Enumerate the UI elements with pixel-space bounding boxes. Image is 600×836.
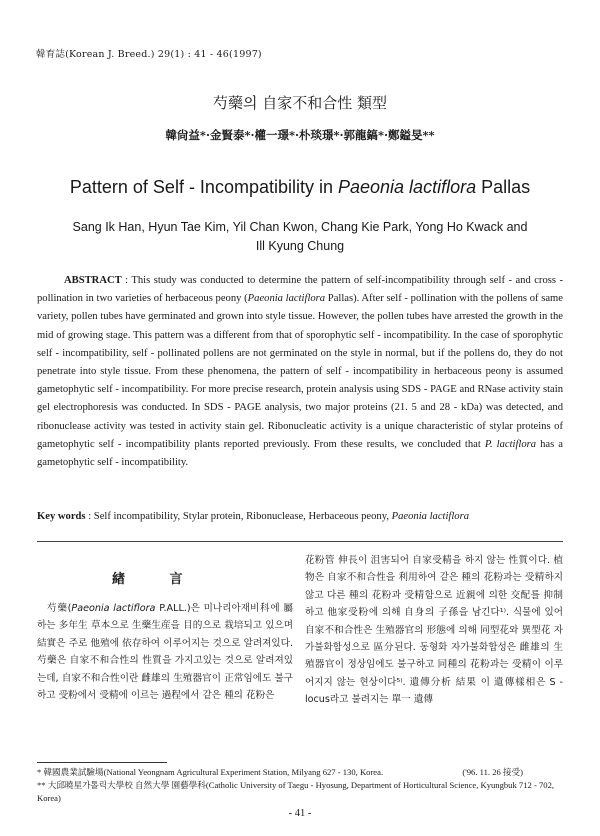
keywords (37, 511, 563, 522)
abstract-species-1: Paeonia lactiflora (247, 293, 326, 305)
introduction-heading: 緖 言 (112, 572, 203, 587)
footnote-1 (37, 766, 563, 779)
footnote-rule (37, 762, 167, 763)
left-col-species: Paeonia lactiflora (71, 603, 156, 614)
keywords-label: Key words (37, 511, 86, 522)
right-column-text: 花粉管 伸長이 沮害되어 自家受精을 하지 않는 性質이다. 植物은 自家不和合性을 利用하여 같은 種의 花粉과는 受精하지 않고 다른 種의 花粉과 受精함으로 近親에 의한 交配를 抑制하고 他家受粉에 의해 自身의 子孫을 남긴다¹⁾. 식물에 있어 自家不和合性은 生殖器官의 形態에 의해 同型花와 異型花 자가불화합성으로 區分된다. 동형화 자가불화합성은 雌雄의 生殖器官이 정상임에도 불구하고 同種의 花粉과는 受精이 이루어지지 않는 현상이다⁵⁾. 遺傳分析 結果 이 遺傳樣相은 S - locus라고 불려지는 單一 遺傳 (305, 555, 563, 706)
abstract-species-2: P. lactiflora (484, 438, 537, 450)
english-title (0, 177, 600, 198)
english-title-species: Paeonia lactiflora (338, 177, 477, 197)
page-number: - 41 - (288, 808, 312, 819)
journal-citation: 韓育誌(Korean J. Breed.) 29(1) : 41 - 46(1997) (36, 49, 262, 60)
left-col-text-2: P.ALL.)은 미나리아재비科에 屬하는 多年生 草本으로 生藥生産을 目的으로 栽培되고 있으며 結實은 주로 他殖에 依存하여 이루어지는 것으로 알려져있다. 芍藥은 自家不和合性의 性質을 가지고있는 것으로 알려져있는데, 自家不和合性이란 雌雄의 生殖器官이 正常임에도 불구하고 受粉에서 受精에 이르는 過程에서 같은 種의 花粉은 (37, 603, 293, 702)
abstract-text-3: has a gametophytic self - incompatibility. (37, 438, 564, 469)
english-authors-line1: Sang Ik Han, Hyun Tae Kim, Yil Chan Kwon, Chang Kie Park, Yong Ho Kwack and (72, 220, 528, 234)
korean-authors: 韓尙益*·金賢泰*·權一璟*·朴琰璟*·郭龍鎬*·鄭鎰旻** (165, 128, 435, 142)
english-title-prefix: Pattern of Self - Incompatibility in (69, 177, 338, 197)
abstract-label: ABSTRACT (64, 275, 122, 286)
received-date: ('96. 11. 26 接受) (462, 767, 523, 777)
abstract (37, 272, 563, 472)
keywords-species: Paeonia lactiflora (391, 511, 470, 522)
left-column-text (37, 600, 293, 704)
keywords-text: : Self incompatibility, Stylar protein, Ribonuclease, Herbaceous peony, (85, 511, 392, 522)
abstract-text-2: Pallas). After self - pollination with the pollens of same variety, pollen tubes have germinated and grown into style tissue. However, the pollen tubes have arrested the growth in the mid of growing stage. This pattern was a different from that of sporophytic self - incompatibility. In the case of sporophytic self - incompatibility, self - pollinated pollens are not germinated on the style in normal, but if the pollens do, they do not penetrate into style tissue. From these phenomena, the pattern of self - incompatibility in herbaceous peony is assumed gametophytic self - incompatibility. For more precise research, protein analysis using SDS - PAGE and RNase activity stain gel electrophoresis was conducted. In SDS - PAGE analysis, two major proteins (21. 5 and 28 - kDa) was detected, and ribonuclease activity was tested in activity stain gel. Ribonucleatic activity is a unique characteristic of stylar proteins of gametophytic self - incompatibility plants reported previously. From these results, we concluded that (37, 293, 563, 450)
footnote-2: ** 大邱曉星가톨릭大學校 自然大學 園藝學科(Catholic University of Taegu - Hyosung, Department of Horticultural Science, Kyungbuk 712 - 702, Korea) (37, 780, 555, 803)
section-divider (37, 541, 563, 542)
english-authors (0, 218, 600, 256)
abstract-text-1: : This study was conducted to determine the pattern of self-incompatibility through self - and cross - pollination in two varieties of herbaceous peony ( (37, 275, 563, 305)
left-col-text-1: 芍藥( (47, 603, 72, 614)
korean-title: 芍藥의 自家不和合性 類型 (212, 94, 388, 112)
english-title-suffix: Pallas (476, 177, 531, 197)
english-authors-line2: Ill Kyung Chung (255, 239, 345, 253)
footnote-1-text: * 韓國農業試驗場(National Yeongnam Agricultural Experiment Station, Milyang 627 - 130, Korea. (37, 767, 384, 777)
footnotes (37, 766, 563, 805)
